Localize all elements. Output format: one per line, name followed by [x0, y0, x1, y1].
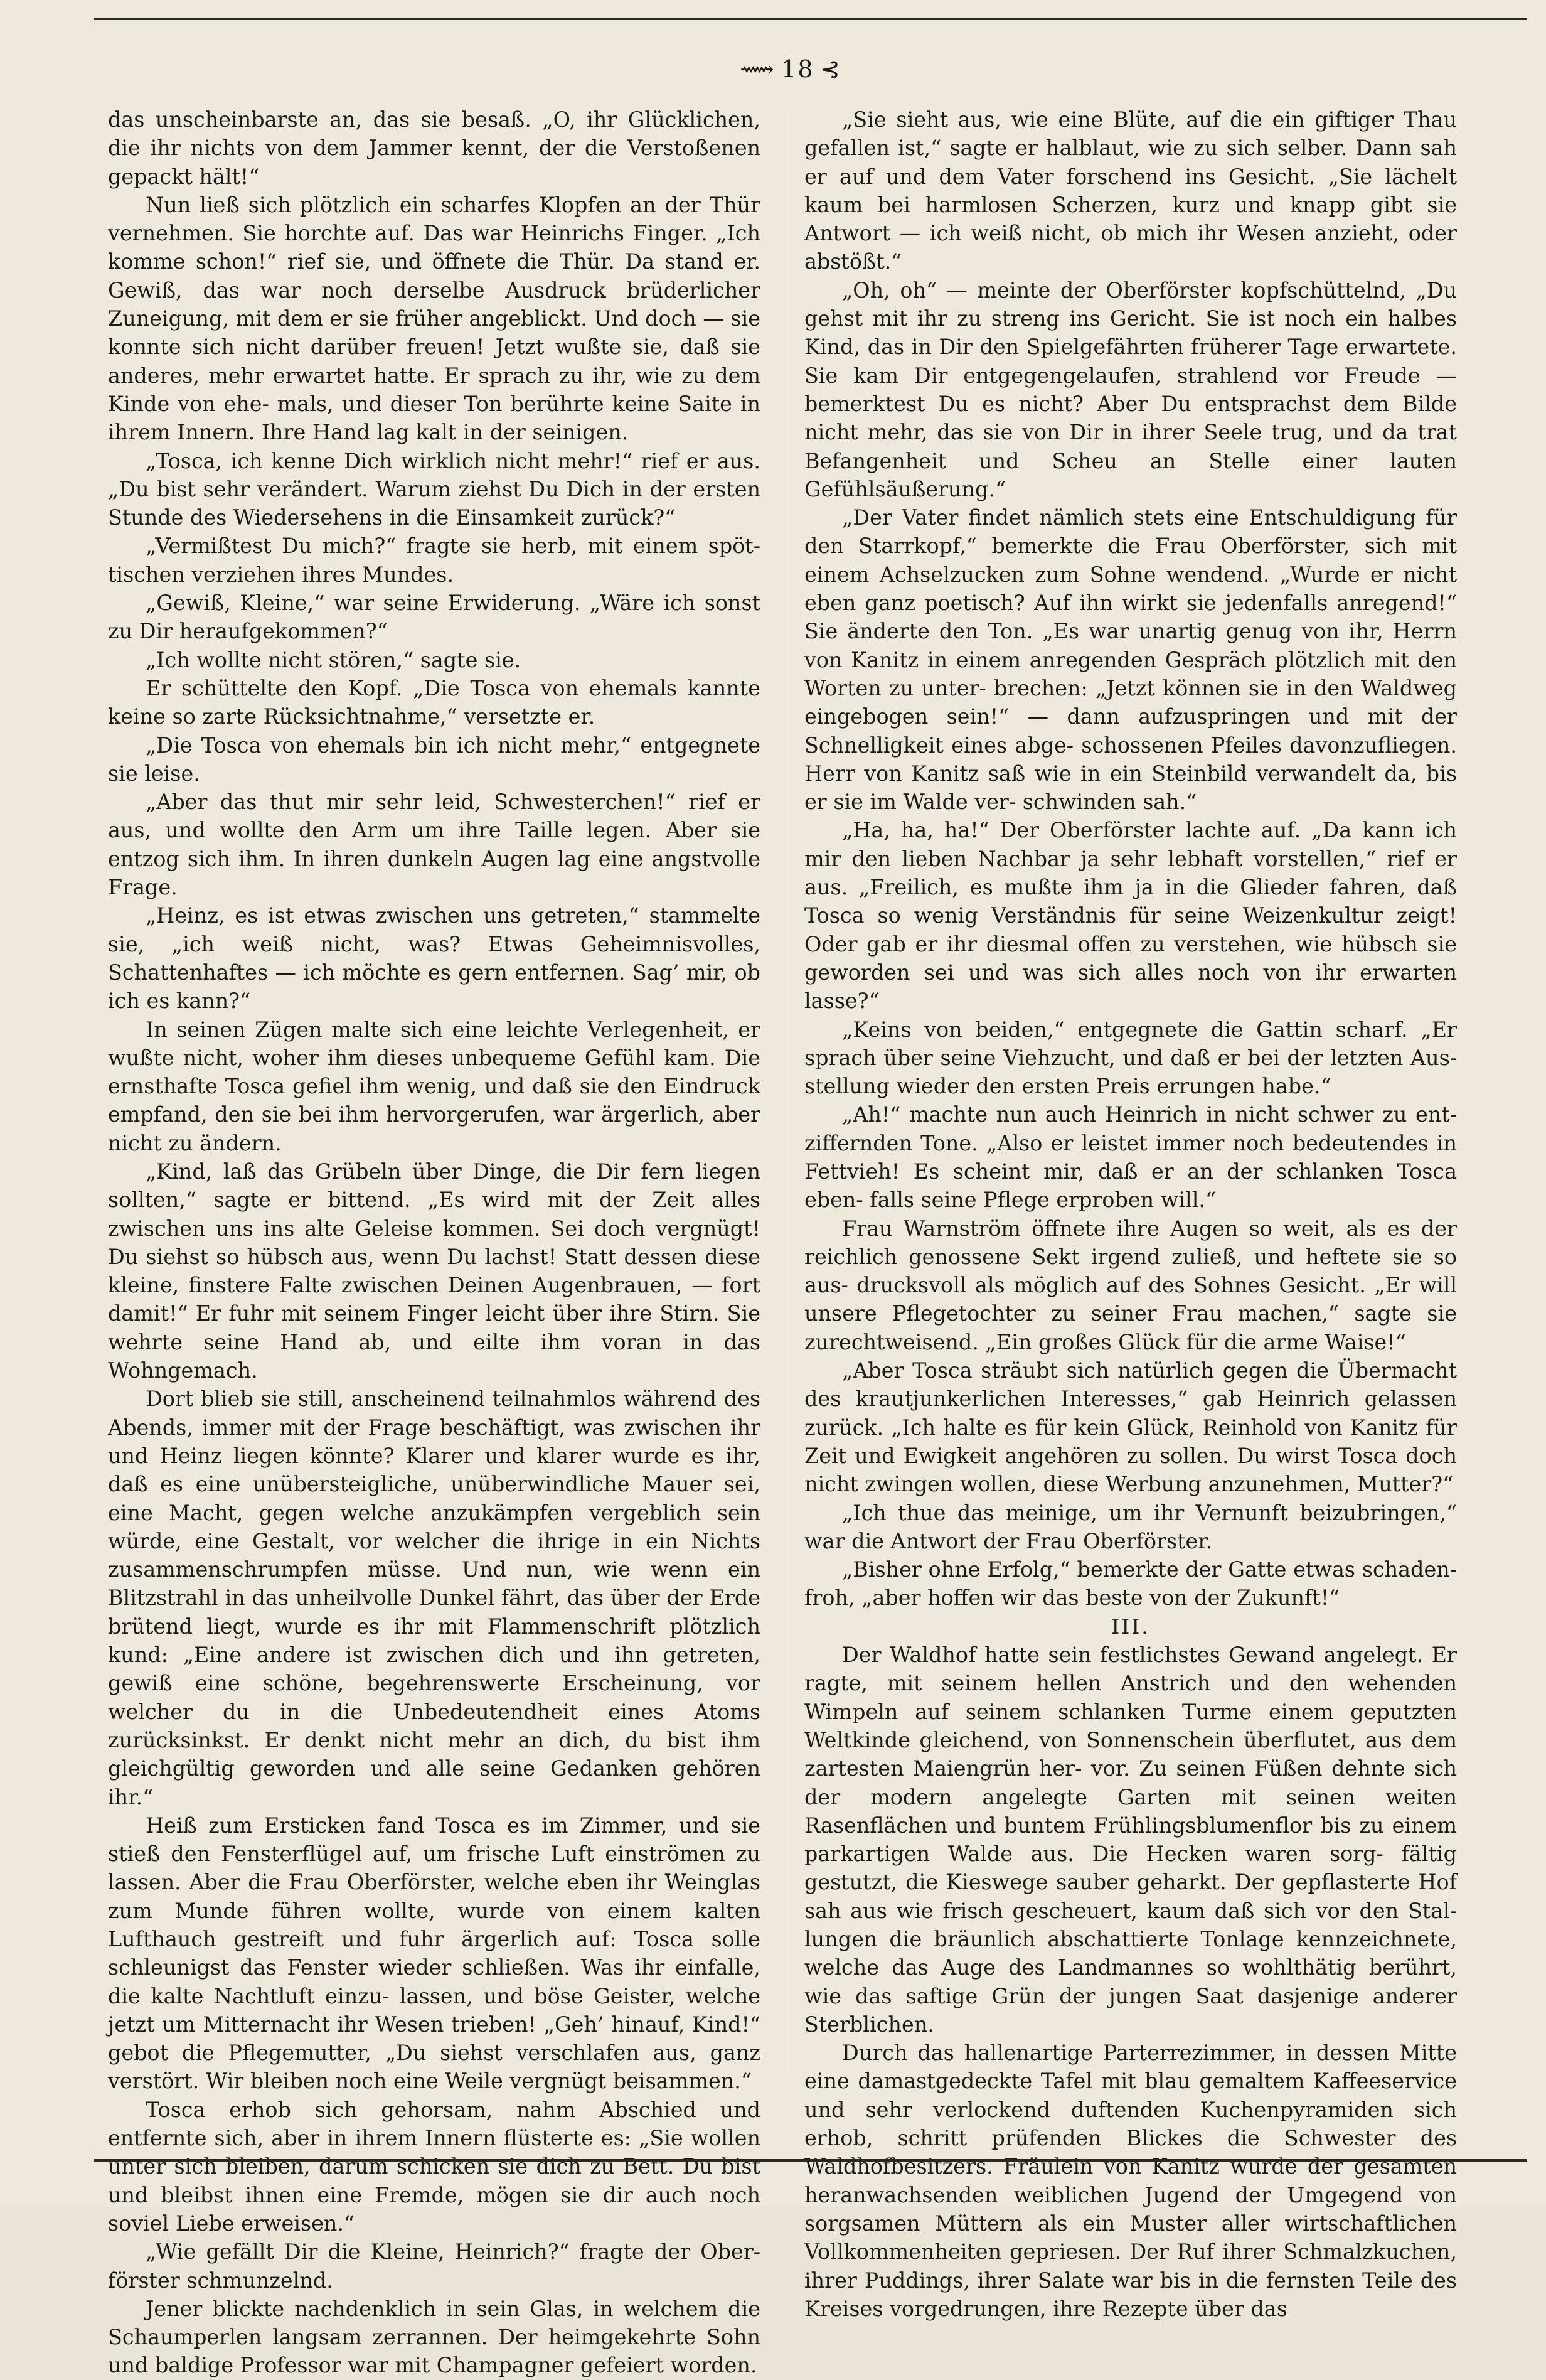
paragraph: „Oh, oh“ — meinte der Oberförster kopfschüttelnd, „Du gehst mit ihr zu streng ins Gericht. Sie ist noch ein halbes Kind, das in Dir den Spielgefährten früherer Tage erwartete. Sie kam Dir entgegengelaufen, strahlend vor Freude — bemerktest Du es nicht? Aber Du entsprachst dem Bilde nicht mehr, das sie von Dir in ihrer Seele trug, und da trat Befangenheit und Scheu an Stelle einer lauten Gefühlsäußerung.“	[804, 277, 1457, 501]
paragraph: „Die Tosca von ehemals bin ich nicht mehr,“ entgegnete sie leise.	[108, 732, 760, 786]
top-rule	[94, 18, 1527, 20]
paragraph: „Keins von beiden,“ entgegnete die Gattin scharf. „Er sprach über seine Viehzucht, und daß er bei der letzten Aus- stellung wieder den ersten Preis errungen habe.“	[804, 1017, 1457, 1099]
paragraph: Der Waldhof hatte sein festlichstes Gewand angelegt. Er ragte, mit seinem hellen Anstrich und den wehenden Wimpeln auf seinem schlanken Turme einem geputzten Weltkinde gleichend, von Sonnenschein überflutet, aus dem zartesten Maiengrün her- vor. Zu seinen Füßen dehnte sich der modern angelegte Garten mit seinen weiten Rasenflächen und buntem Frühlingsblumenflor bis zu einem parkartigen Walde aus. Die Hecken waren sorg- fältig gestutzt, die Kieswege sauber geharkt. Der gepflasterte Hof sah aus wie frisch gescheuert, kaum daß sich vor den Stal- lungen die bräunlich abschattierte Tonlage kennzeichnete, welche das Auge des Landmannes so wohlthätig berührt, wie das saftige Grün der jungen Saat dasjenige anderer Sterblichen.	[804, 1643, 1457, 2037]
left-column	[108, 105, 760, 2380]
paragraph: „Kind, laß das Grübeln über Dinge, die Dir fern liegen sollten,“ sagte er bittend. „Es wird mit der Zeit alles zwischen uns ins alte Geleise kommen. Sei doch vergnügt! Du siehst so hübsch aus, wenn Du lachst! Statt dessen diese kleine, finstere Falte zwischen Deinen Augenbrauen, — fort damit!“ Er fuhr mit seinem Finger leicht über ihre Stirn. Sie wehrte seine Hand ab, und eilte ihm voran in das Wohngemach.	[108, 1159, 760, 1383]
paragraph: „Sie sieht aus, wie eine Blüte, auf die ein giftiger Thau gefallen ist,“ sagte er halblaut, wie zu sich selber. Dann sah er auf und dem Vater forschend ins Gesicht. „Sie lächelt kaum bei harmlosen Scherzen, kurz und knapp gibt sie Antwort — ich weiß nicht, ob mich ihr Wesen anzieht, oder abstößt.“	[804, 107, 1457, 274]
paragraph: „Tosca, ich kenne Dich wirklich nicht mehr!“ rief er aus. „Du bist sehr verändert. Warum ziehst Du Dich in der ersten Stunde des Wiedersehens in die Einsamkeit zurück?“	[108, 448, 760, 530]
paragraph: Nun ließ sich plötzlich ein scharfes Klopfen an der Thür vernehmen. Sie horchte auf. Das war Heinrichs Finger. „Ich komme schon!“ rief sie, und öffnete die Thür. Da stand er. Gewiß, das war noch derselbe Ausdruck brüderlicher Zuneigung, mit dem er sie früher angeblickt. Und doch — sie konnte sich nicht darüber freuen! Jetzt wußte sie, daß sie anderes, mehr erwartet hatte. Er sprach zu ihr, wie zu dem Kinde von ehe- mals, und dieser Ton berührte keine Saite in ihrem Innern. Ihre Hand lag kalt in der seinigen.	[108, 192, 760, 445]
paragraph: „Vermißtest Du mich?“ fragte sie herb, mit einem spöt- tischen verziehen ihres Mundes.	[108, 533, 760, 587]
paragraph: das unscheinbarste an, das sie besaß. „O, ihr Glücklichen, die ihr nichts von dem Jammer kennt, der die Verstoßenen gepackt hält!“	[108, 107, 760, 189]
paragraph: „Wie gefällt Dir die Kleine, Heinrich?“ fragte der Ober- förster schmunzelnd.	[108, 2239, 760, 2293]
bottom-rule	[94, 2159, 1527, 2162]
paragraph: Jener blickte nachdenklich in sein Glas, in welchem die Schaumperlen langsam zerrannen. Der heimgekehrte Sohn und baldige Professor war mit Champagner gefeiert worden.	[108, 2296, 760, 2378]
ornament-right-icon: ⊰	[814, 55, 841, 83]
paragraph: „Ha, ha, ha!“ Der Oberförster lachte auf. „Da kann ich mir den lieben Nachbar ja sehr lebhaft vorstellen,“ rief er aus. „Freilich, es mußte ihm ja in die Glieder fahren, daß Tosca so wenig Verständnis für seine Weizenkultur zeigt! Oder gab er ihr diesmal offen zu verstehen, wie hübsch sie geworden sei und was sich alles noch von ihr erwarten lasse?“	[804, 818, 1457, 1014]
paragraph: „Heinz, es ist etwas zwischen uns getreten,“ stammelte sie, „ich weiß nicht, was? Etwas Geheimnisvolles, Schattenhaftes — ich möchte es gern entfernen. Sag’ mir, ob ich es kann?“	[108, 903, 760, 1014]
right-column	[804, 105, 1457, 2323]
paragraph: „Bisher ohne Erfolg,“ bemerkte der Gatte etwas schaden- froh, „aber hoffen wir das beste von der Zukunft!“	[804, 1557, 1457, 1611]
paragraph: „Ich thue das meinige, um ihr Vernunft beizubringen,“ war die Antwort der Frau Oberförster.	[804, 1500, 1457, 1553]
paragraph: Durch das hallenartige Parterrezimmer, in dessen Mitte eine damastgedeckte Tafel mit blau gemaltem Kaffeeservice und sehr verlockend duftenden Kuchenpyramiden sich erhob, schritt prüfenden Blickes die Schwester des Waldhofbesitzers. Fräulein von Kanitz wurde der gesamten heranwachsenden weiblichen Jugend der Umgegend von sorgsamen Müttern als ein Muster aller wirtschaftlichen Vollkommenheiten gepriesen. Der Ruf ihrer Schmalzkuchen, ihrer Puddings, ihrer Salate war bis in die fernsten Teile des Kreises vorgedrungen, ihre Rezepte über das	[804, 2040, 1457, 2321]
paragraph: „Der Vater findet nämlich stets eine Entschuldigung für den Starrkopf,“ bemerkte die Frau Oberförster, sich mit einem Achselzucken zum Sohne wendend. „Wurde er nicht eben ganz poetisch? Auf ihn wirkt sie jedenfalls anregend!“ Sie änderte den Ton. „Es war unartig genug von ihr, Herrn von Kanitz in einem anregenden Gespräch plötzlich mit den Worten zu unter- brechen: „Jetzt können sie in den Waldweg eingebogen sein!“ — dann aufzuspringen und mit der Schnelligkeit eines abge- schossenen Pfeiles davonzufliegen. Herr von Kanitz saß wie in ein Steinbild verwandelt da, bis er sie im Walde ver- schwinden sah.“	[804, 505, 1457, 815]
paragraph: „Gewiß, Kleine,“ war seine Erwiderung. „Wäre ich sonst zu Dir heraufgekommen?“	[108, 591, 760, 644]
paragraph: Er schüttelte den Kopf. „Die Tosca von ehemals kannte keine so zarte Rücksichtnahme,“ versetzte er.	[108, 675, 760, 729]
paragraph: Heiß zum Ersticken fand Tosca es im Zimmer, und sie stieß den Fensterflügel auf, um frische Luft einströmen zu lassen. Aber die Frau Oberförster, welche eben ihr Weinglas zum Munde führen wollte, wurde von einem kalten Lufthauch gestreift und fuhr ärgerlich auf: Tosca solle schleunigst das Fenster wieder schließen. Was ihr einfalle, die kalte Nachtluft einzu- lassen, und böse Geister, welche jetzt um Mitternacht ihr Wesen trieben! „Geh’ hinauf, Kind!“ gebot die Pflegemutter, „Du siehst verschlafen aus, ganz verstört. Wir bleiben noch eine Weile vergnügt beisammen.“	[108, 1813, 760, 2094]
section-heading: III.	[1111, 1614, 1150, 1639]
paragraph: In seinen Zügen malte sich eine leichte Verlegenheit, er wußte nicht, woher ihm dieses unbequeme Gefühl kam. Die ernsthafte Tosca gefiel ihm wenig, und daß sie den Eindruck empfand, den sie bei ihm hervorgerufen, war ärgerlich, aber nicht zu ändern.	[108, 1017, 760, 1155]
paragraph: „Aber Tosca sträubt sich natürlich gegen die Übermacht des krautjunkerlichen Interesses,“ gab Heinrich gelassen zurück. „Ich halte es für kein Glück, Reinhold von Kanitz für Zeit und Ewigkeit angehören zu sollen. Du wirst Tosca doch nicht zwingen wollen, diese Werbung anzunehmen, Mutter?“	[804, 1358, 1457, 1497]
paragraph: Frau Warnström öffnete ihre Augen so weit, als es der reichlich genossene Sekt irgend zuließ, und heftete sie so aus- drucksvoll als möglich auf des Sohnes Gesicht. „Er will unsere Pflegetochter zu seiner Frau machen,“ sagte sie zurechtweisend. „Ein großes Glück für die arme Waise!“	[804, 1216, 1457, 1354]
ornament-left-icon: ⟿	[740, 55, 782, 83]
paragraph: „Ah!“ machte nun auch Heinrich in nicht schwer zu ent- ziffernden Tone. „Also er leistet immer noch bedeutendes in Fettvieh! Es scheint mir, daß er an der schlanken Tosca eben- falls seine Pflege erproben will.“	[804, 1102, 1457, 1213]
page-number-value: 18	[781, 55, 814, 83]
paragraph: Dort blieb sie still, anscheinend teilnahmlos während des Abends, immer mit der Frage beschäftigt, was zwischen ihr und Heinz liegen könnte? Klarer und klarer wurde es ihr, daß es eine unübersteigliche, unüberwindliche Mauer sei, eine Macht, gegen welche anzukämpfen vergeblich sein würde, eine Gestalt, vor welcher die ihrige in ein Nichts zusammenschrumpfen müsse. Und nun, wie wenn ein Blitzstrahl in das unheilvolle Dunkel fährt, das über der Erde brütend liegt, wurde es ihr mit Flammenschrift plötzlich kund: „Eine andere ist zwischen dich und ihn getreten, gewiß eine schöne, begehrenswerte Erscheinung, vor welcher du in die Unbedeutendheit eines Atoms zurücksinkst. Er denkt nicht mehr an dich, du bist ihm gleichgültig geworden und alle seine Gedanken gehören ihr.“	[108, 1386, 760, 1809]
paragraph: „Ich wollte nicht stören,“ sagte sie.	[146, 647, 521, 672]
paragraph: Tosca erhob sich gehorsam, nahm Abschied und entfernte sich, aber in ihrem Innern flüsterte es: „Sie wollen unter sich bleiben, darum schicken sie dich zu Bett. Du bist und bleibst ihnen eine Fremde, mögen sie dir auch noch soviel Liebe erweisen.“	[108, 2097, 760, 2236]
page-number	[709, 55, 872, 83]
paragraph: „Aber das thut mir sehr leid, Schwesterchen!“ rief er aus, und wollte den Arm um ihre Taille legen. Aber sie entzog sich ihm. In ihren dunkeln Augen lag eine angstvolle Frage.	[108, 790, 760, 900]
